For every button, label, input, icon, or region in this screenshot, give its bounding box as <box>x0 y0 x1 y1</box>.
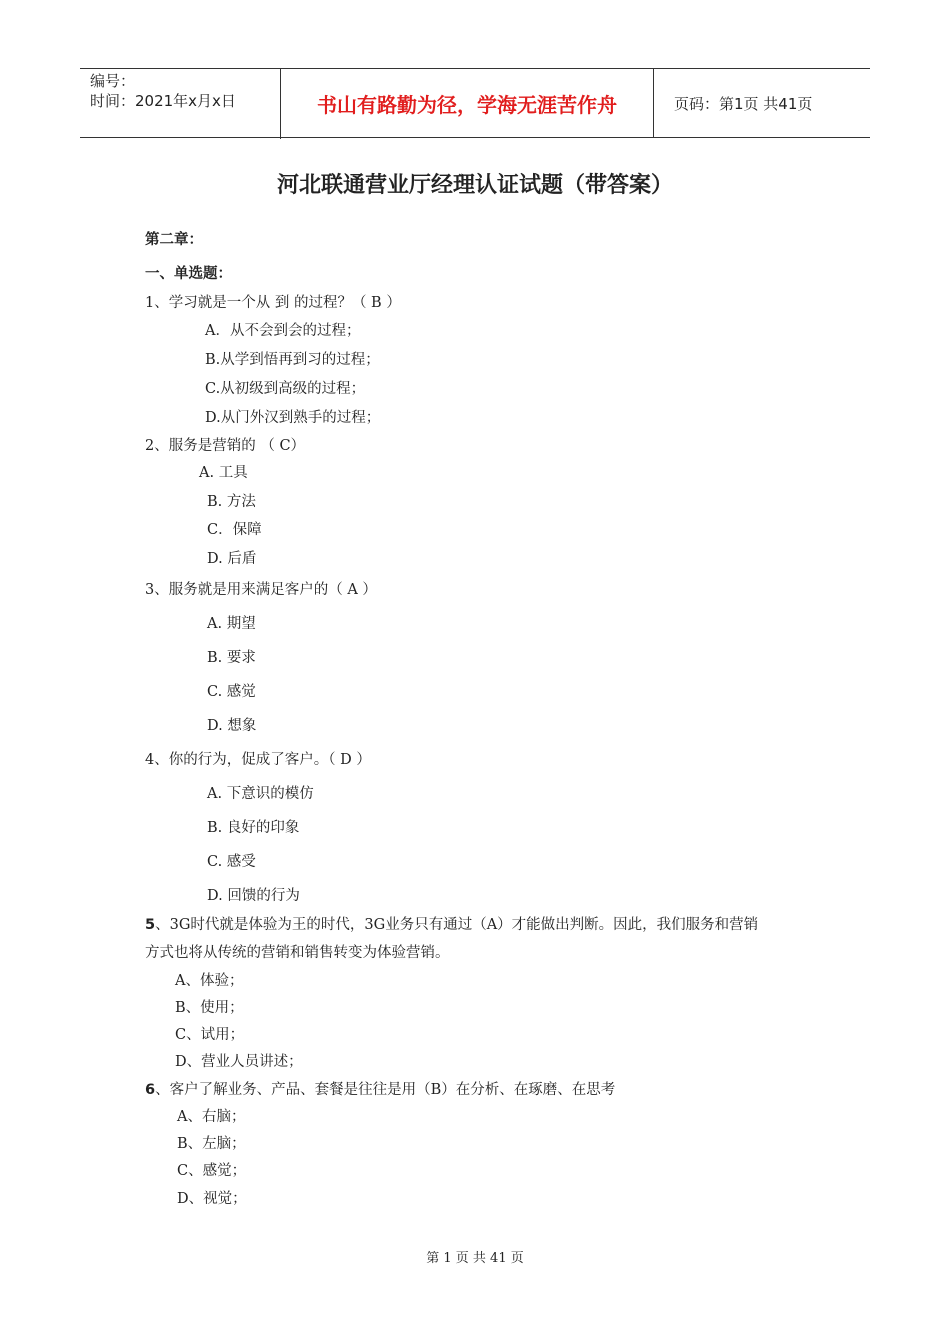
q1-option-b: B.从学到悟再到习的过程； <box>205 352 380 368</box>
page-header <box>80 68 870 138</box>
q4-option-c: C. 感受 <box>207 854 256 870</box>
q6-option-d: D、视觉； <box>177 1191 247 1207</box>
q4-option-b: B. 良好的印象 <box>207 820 300 836</box>
section-heading: 一、单选题： <box>145 266 232 282</box>
date-line: 时间：2021年x月x日 <box>90 92 236 110</box>
q5-option-b: B、使用； <box>175 1000 244 1016</box>
q1-option-a: A．从不会到会的过程； <box>205 323 361 339</box>
question-3: 3、服务就是用来满足客户的（ A ） <box>145 582 377 598</box>
q2-option-b: B. 方法 <box>207 494 256 510</box>
q3-option-d: D. 想象 <box>207 718 257 734</box>
q4-option-a: A. 下意识的模仿 <box>207 786 314 802</box>
q5-option-d: D、营业人员讲述； <box>175 1054 303 1070</box>
q2-option-c: C．保障 <box>207 522 262 538</box>
q5-option-a: A、体验； <box>175 973 244 989</box>
question-2: 2、服务是营销的 （ C） <box>145 438 306 454</box>
motto: 书山有路勤为径，学海无涯苦作舟 <box>281 69 654 137</box>
question-6: 6、客户了解业务、产品、套餐是往往是用（B）在分析、在琢磨、在思考 <box>145 1082 616 1098</box>
q3-option-a: A. 期望 <box>207 616 256 632</box>
q6-option-b: B、左脑； <box>177 1136 246 1152</box>
question-5: 5、3G时代就是体验为王的时代，3G业务只有通过（A）才能做出判断。因此，我们服务和营销 <box>145 917 759 933</box>
chapter-heading: 第二章： <box>145 232 203 248</box>
q2-option-d: D. 后盾 <box>207 551 257 567</box>
q2-option-a: A. 工具 <box>199 465 248 481</box>
q1-option-d: D.从门外汉到熟手的过程； <box>205 410 381 426</box>
q3-option-c: C. 感觉 <box>207 684 256 700</box>
header-meta-cell <box>80 69 281 139</box>
q6-option-a: A、右脑； <box>177 1109 246 1125</box>
document-title: 河北联通营业厅经理认证试题（带答案） <box>276 173 673 198</box>
q3-option-b: B. 要求 <box>207 650 256 666</box>
question-5-line-2: 方式也将从传统的营销和销售转变为体验营销。 <box>145 945 450 961</box>
q4-option-d: D. 回馈的行为 <box>207 888 300 904</box>
q5-option-c: C、试用； <box>175 1027 245 1043</box>
page-footer: 第 1 页 共 41 页 <box>426 1251 524 1266</box>
number-label: 编号： <box>90 72 136 90</box>
q1-option-c: C.从初级到高级的过程； <box>205 381 366 397</box>
q6-option-c: C、感觉； <box>177 1163 247 1179</box>
page-info: 页码：第1页 共41页 <box>674 94 813 113</box>
question-1: 1、学习就是一个从 到 的过程？（ B ） <box>145 295 401 311</box>
question-4: 4、你的行为，促成了客户。（ D ） <box>145 752 371 768</box>
